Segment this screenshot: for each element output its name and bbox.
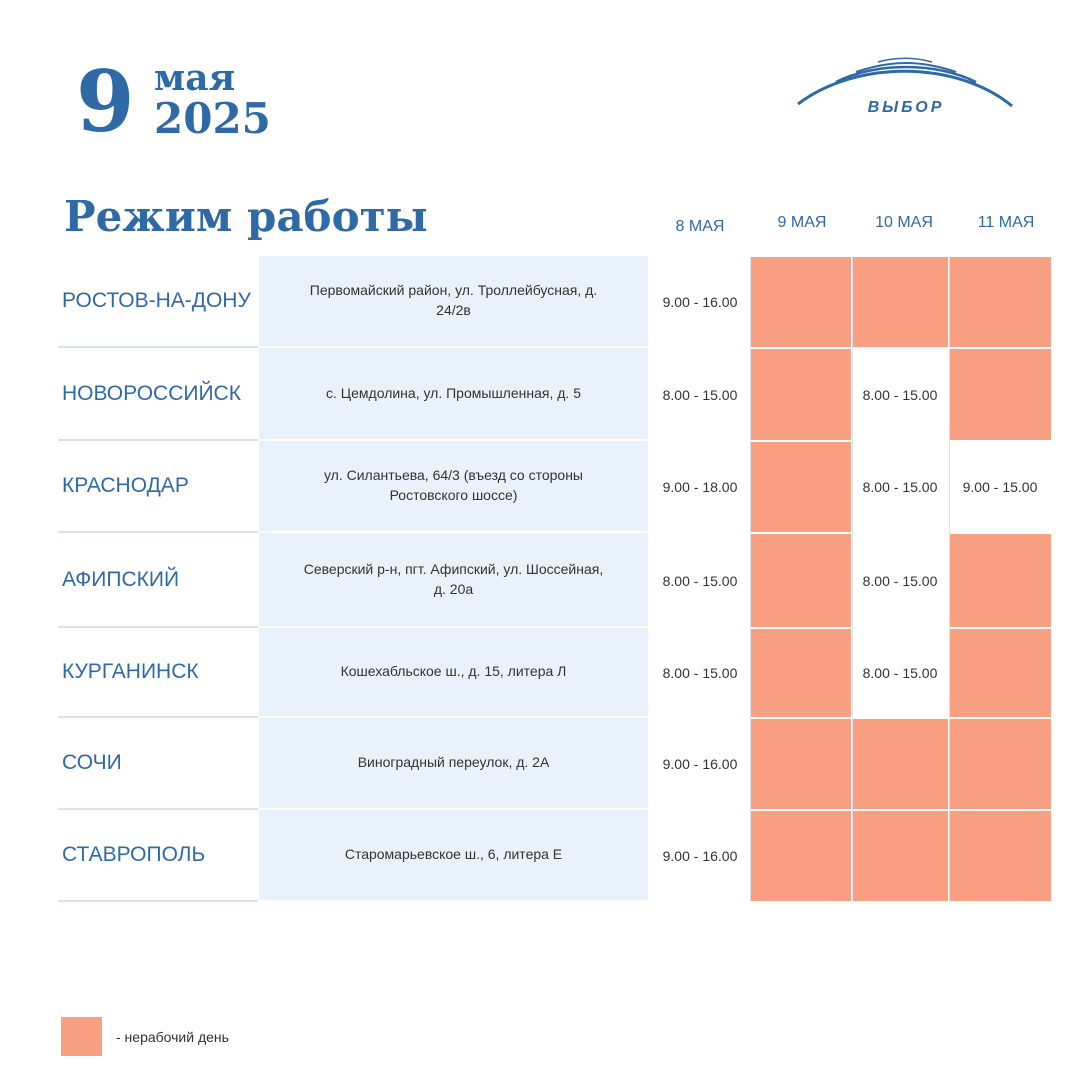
off-day-cell [949, 349, 1051, 440]
legend-text: - нерабочий день [116, 1029, 229, 1045]
hours-may8: 9.00 - 16.00 [662, 294, 738, 310]
city-name: РОСТОВ-НА-ДОНУ [58, 256, 258, 348]
off-day-cell [949, 257, 1051, 347]
hours-may8: 9.00 - 16.00 [662, 848, 738, 864]
address: с. Цемдолина, ул. Промышленная, д. 5 [259, 348, 648, 439]
page-title: Режим работы [64, 192, 428, 241]
column-header: 10 МАЯ [875, 214, 933, 231]
hours-may10: 8.00 - 15.00 [862, 386, 938, 403]
off-day-cell [750, 257, 851, 347]
grid-line [852, 256, 853, 902]
off-day-cell [949, 719, 1051, 809]
legend-swatch [61, 1017, 102, 1056]
address: Старомарьевское ш., 6, литера Е [259, 810, 648, 900]
hours-may8: 9.00 - 16.00 [662, 756, 738, 772]
hours-may10: 8.00 - 15.00 [862, 572, 938, 589]
off-day-cell [852, 719, 948, 809]
off-day-cell [750, 534, 851, 627]
vybor-logo [796, 52, 1014, 122]
logo-text: ВЫБОР [867, 99, 945, 116]
off-day-cell [949, 534, 1051, 627]
hours-may11: 9.00 - 15.00 [962, 479, 1038, 495]
off-day-cell [949, 629, 1051, 717]
address: ул. Силантьева, 64/3 (въезд со стороны Ростовского шоссе) [259, 441, 648, 531]
off-day-cell [949, 811, 1051, 901]
off-day-cell [852, 811, 948, 901]
date-month: мая [154, 57, 236, 99]
grid-line [949, 256, 950, 902]
off-day-cell [852, 257, 948, 347]
off-day-cell [750, 442, 851, 532]
city-name: СТАВРОПОЛЬ [58, 810, 258, 902]
off-day-cell [750, 349, 851, 440]
hours-may8: 8.00 - 15.00 [662, 386, 738, 403]
date-day: 9 [76, 52, 135, 151]
date-year: 2025 [154, 94, 271, 143]
column-header: 9 МАЯ [777, 214, 827, 231]
city-name: СОЧИ [58, 718, 258, 810]
hours-may8: 8.00 - 15.00 [662, 572, 738, 589]
hours-may8: 9.00 - 18.00 [662, 479, 738, 495]
off-day-cell [750, 811, 851, 901]
hours-may10: 8.00 - 15.00 [862, 479, 938, 495]
city-name: КУРГАНИНСК [58, 628, 258, 718]
hours-may10: 8.00 - 15.00 [862, 665, 938, 681]
grid-line [750, 256, 751, 902]
column-header: 11 МАЯ [977, 214, 1035, 231]
address: Виноградный переулок, д. 2А [259, 718, 648, 808]
city-name: КРАСНОДАР [58, 441, 258, 533]
hours-may8: 8.00 - 15.00 [662, 665, 738, 681]
city-name: АФИПСКИЙ [58, 533, 258, 628]
off-day-cell [750, 629, 851, 717]
address: Кошехабльское ш., д. 15, литера Л [259, 628, 648, 716]
city-name: НОВОРОССИЙСК [58, 348, 258, 441]
column-header: 8 МАЯ [675, 218, 725, 235]
address: Северский р-н, пгт. Афипский, ул. Шоссейная, д. 20а [259, 533, 648, 626]
off-day-cell [750, 719, 851, 809]
address: Первомайский район, ул. Троллейбусная, д. 24/2в [259, 256, 648, 346]
